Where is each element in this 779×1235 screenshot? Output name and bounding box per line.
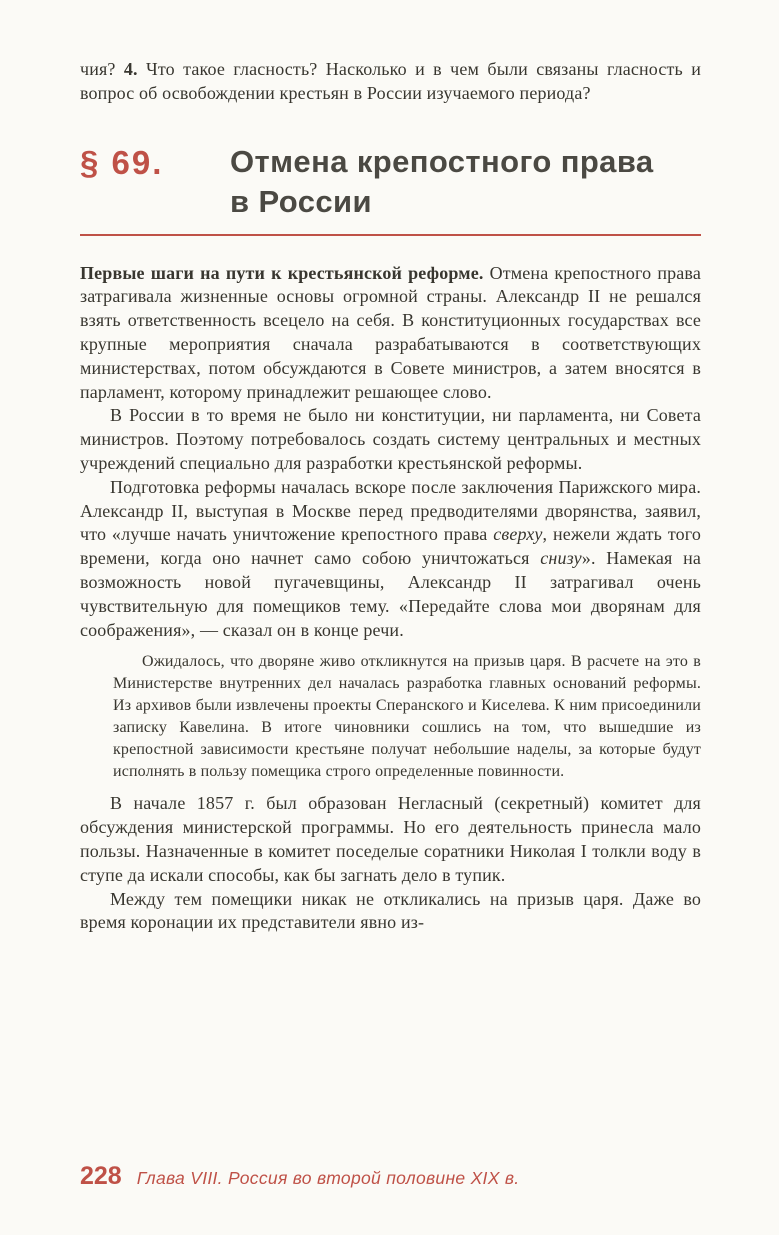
paragraph-segment: , нежели ждать того времени, когда оно начнет само собою уничтожаться (80, 524, 701, 569)
section-title-line2: в России (230, 183, 372, 219)
intro-text-rest: Что такое гласность? Насколько и в чем были связаны гласность и вопрос об освобождении крестьян в России изучаемого периода? (80, 59, 701, 103)
chapter-title: Глава VIII. Россия во второй половине XIX в. (136, 1168, 520, 1188)
section-title-line1: Отмена крепостного права (230, 143, 654, 179)
section-divider-rule (80, 234, 701, 236)
paragraph-segment: ». Намекая на возможность новой пугачевщины, Александр II затрагивал очень чувствительную для помещиков тему. «Передайте слова мои дворянам для соображения», — сказал он в конце речи. (80, 548, 701, 640)
small-print-block (113, 651, 701, 783)
paragraph-lead-in-bold: Первые шаги на пути к крестьянской реформе. (80, 262, 484, 283)
paragraph-no-constitution: В России в то время не было ни конституции, ни парламента, ни Совета министров. Поэтому потребовалось создать систему центральных и местных учреждений специально для разработки крестьянской реформы. (80, 405, 701, 473)
paragraph-petit: Ожидалось, что дворяне живо откликнутся на призыв царя. В расчете на это в Министерстве внутренних дел началась разработка главных оснований реформы. Из архивов были извлечены проекты Сперанского и Киселева. К ним присоединили записку Кавелина. В итоге чиновники сошлись на том, что вышедшие из крепостной зависимости крестьяне получат небольшие наделы, за которые будут исполнять в пользу помещика строго определенные повинности. (113, 653, 701, 781)
intro-paragraph (80, 58, 701, 106)
page-number: 228 (80, 1162, 122, 1190)
intro-question-number: 4. (123, 59, 138, 79)
page-footer (80, 1162, 701, 1191)
italic-term-sverkhu: сверху (493, 524, 543, 545)
paragraph-first-steps (80, 262, 701, 405)
paragraph-segment: Подготовка реформы началась вскоре после заключения Парижского мира. Александр II, выступая в Москве перед предводителями дворянства, заявил, что «лучше начать уничтожение крепостного права (80, 476, 701, 545)
paragraph-landowners: Между тем помещики никак не откликались на призыв царя. Даже во время коронации их представители явно из- (80, 888, 701, 933)
section-header (80, 142, 701, 222)
paragraph-secret-committee: В начале 1857 г. был образован Негласный (секретный) комитет для обсуждения министерской программы. Но его деятельность принесла мало пользы. Назначенные в комитет поседелые соратники Николая I толкли воду в ступе да искали способы, как бы загнать дело в тупик. (80, 793, 701, 885)
italic-term-snizu: снизу (540, 548, 582, 569)
main-text (80, 262, 701, 936)
paragraph-lead-in-text: Отмена крепостного права затрагивала жизненные основы огромной страны. Александр II не решался взять ответственность всецело на себя. В конституционных государствах все крупные мероприятия сначала разрабатываются в соответствующих министерствах, потом обсуждаются в Совете министров, а затем вносятся в парламент, которому принадлежит решающее слово. (80, 262, 701, 402)
section-number: § 69. (80, 143, 164, 181)
section-title (230, 142, 654, 222)
paragraph-reform-preparation (80, 476, 701, 643)
intro-text-start: чия? (80, 59, 124, 79)
